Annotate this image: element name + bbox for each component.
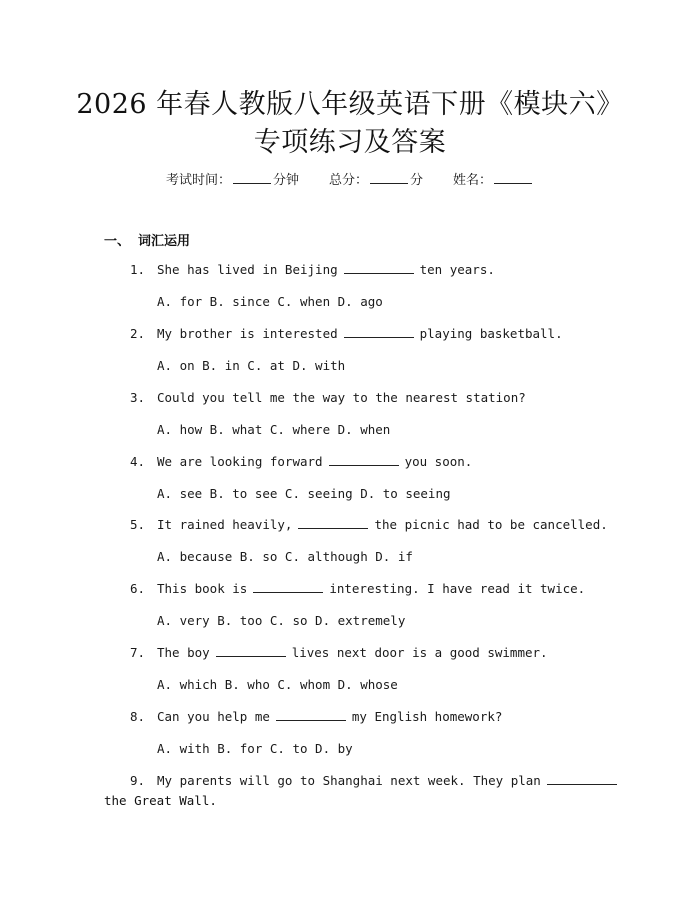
question-4: 4. We are looking forward you soon.: [130, 454, 473, 469]
question-8: 8. Can you help me my English homework?: [130, 709, 503, 724]
answer-blank[interactable]: [329, 455, 399, 466]
question-2: 2. My brother is interested playing basketball.: [130, 326, 563, 341]
answer-blank[interactable]: [216, 646, 286, 657]
answer-blank[interactable]: [344, 263, 414, 274]
question-9-continuation: the Great Wall.: [104, 793, 217, 808]
section-heading: [104, 230, 190, 249]
score-unit: 分: [410, 173, 424, 188]
name-label: 姓名：: [453, 173, 493, 188]
score-label: 总分：: [328, 173, 368, 188]
question-3: 3. Could you tell me the way to the nearest station?: [130, 390, 526, 405]
score-blank: [370, 173, 408, 184]
question-1: 1. She has lived in Beijing ten years.: [130, 262, 495, 277]
answer-blank[interactable]: [253, 582, 323, 593]
question-6-options: A. very B. too C. so D. extremely: [157, 613, 406, 628]
question-9: 9. My parents will go to Shanghai next week. They plan: [130, 773, 623, 788]
answer-blank[interactable]: [344, 327, 414, 338]
time-label: 考试时间：: [165, 173, 231, 188]
exam-info-line: [0, 169, 700, 188]
question-6: 6. This book is interesting. I have read it twice.: [130, 581, 586, 596]
page-title-line2: 专项练习及答案: [253, 127, 447, 158]
name-blank: [494, 173, 532, 184]
answer-blank[interactable]: [276, 710, 346, 721]
question-7: 7. The boy lives next door is a good swimmer.: [130, 645, 548, 660]
question-1-options: A. for B. since C. when D. ago: [157, 294, 383, 309]
question-7-options: A. which B. who C. whom D. whose: [157, 677, 398, 692]
time-blank: [233, 173, 271, 184]
time-unit: 分钟: [272, 173, 299, 188]
answer-blank[interactable]: [547, 774, 617, 785]
section-number: 一、: [104, 234, 131, 249]
question-3-options: A. how B. what C. where D. when: [157, 422, 391, 437]
question-5-options: A. because B. so C. although D. if: [157, 549, 413, 564]
answer-blank[interactable]: [298, 518, 368, 529]
page-title-line1: 2026 年春人教版八年级英语下册《模块六》: [76, 89, 624, 120]
question-2-options: A. on B. in C. at D. with: [157, 358, 346, 373]
question-5: 5. It rained heavily, the picnic had to be cancelled.: [130, 517, 608, 532]
question-8-options: A. with B. for C. to D. by: [157, 741, 353, 756]
section-title: 词汇运用: [138, 234, 191, 249]
question-4-options: A. see B. to see C. seeing D. to seeing: [157, 486, 451, 501]
